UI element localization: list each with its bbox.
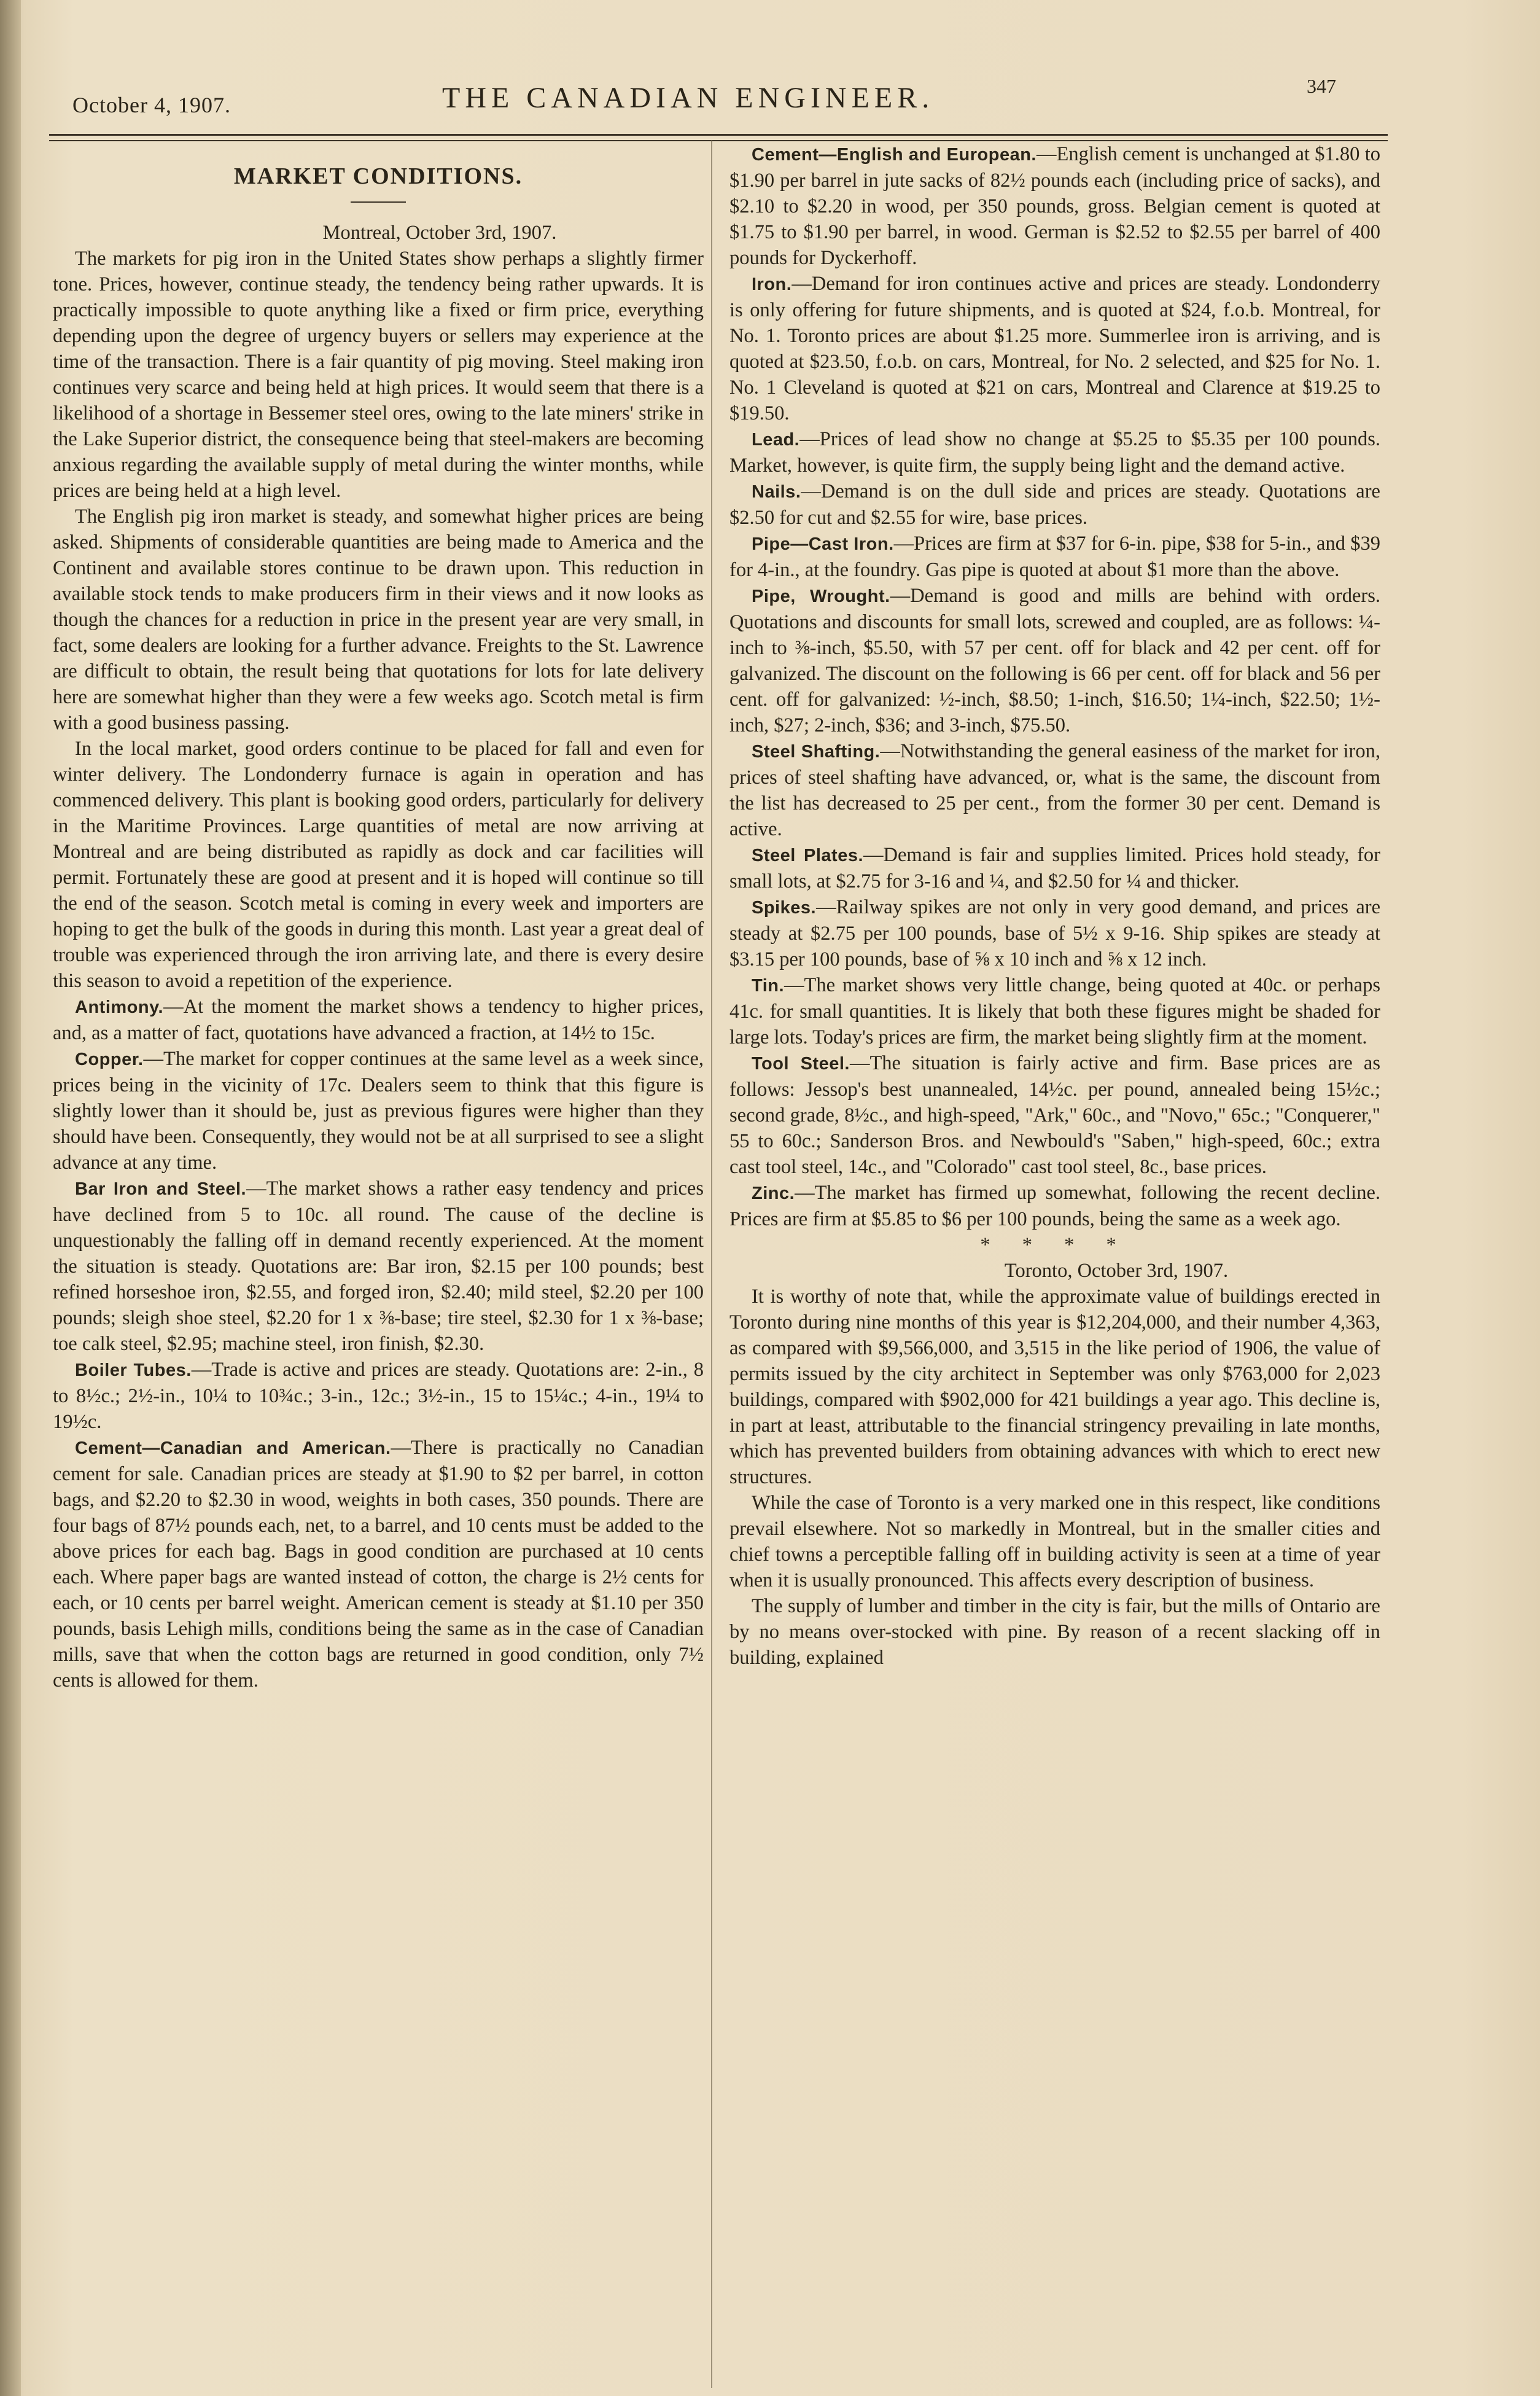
- paragraph: [53, 736, 704, 994]
- left-column: [53, 141, 704, 1693]
- run-in-heading: Steel Plates.: [752, 846, 864, 865]
- run-in-heading: Steel Shafting.: [752, 742, 881, 762]
- run-in-heading: Tool Steel.: [752, 1054, 850, 1074]
- paragraph: While the case of Toronto is a very marked one in this respect, like conditions prevail elsewhere. Not so markedly in Montreal, but in the smaller cities and chief towns a perceptible falling off in building activity is seen at a time of year when it is usually pronounced. This affects every description of business.: [729, 1492, 1380, 1591]
- header-rule-top: [49, 134, 1388, 136]
- paragraph-text: In the local market, good orders continue to be placed for fall and even for winter delivery. The Londonderry furnace is again in operation and has commenced delivery. This plant is booking good orders, particularly for delivery in the Maritime Provinces. Large quantities of metal are now arriving at Montreal and are being distributed as rapidly as dock and car facilities will permit. Fortunately these are good at present and it is hoped will continue so till the end of the season. Scotch metal is coming in every week and importers are hoping to get the bulk of the goods in during this month. Last year a great deal of trouble was experienced through the iron arriving late, and there is every desire this season to avoid a repetition of the experience.: [53, 738, 704, 992]
- paragraph: [53, 1357, 704, 1435]
- publication-title: THE CANADIAN ENGINEER.: [442, 82, 935, 114]
- paragraph-text: —The market shows a rather easy tendency and prices have declined from 5 to 10c. all round. The cause of the decline is unquestionably the falling off in demand recently experienced. At the moment the situation is steady. Quotations are: Bar iron, $2.15 per 100 pounds; best refined horseshoe iron, $2.55, and forged iron, $2.40; mild steel, $2.20 per 100 pounds; sleigh shoe steel, $2.20 for 1 x ⅜-base; tire steel, $2.30 for 1 x ⅜-base; toe calk steel, $2.95; machine steel, iron finish, $2.30.: [53, 1177, 704, 1355]
- paragraph-text: —Trade is active and prices are steady. Quotations are: 2-in., 8 to 8½c.; 2½-in., 10¼ to 10¾c.; 3-in., 12c.; 3½-in., 15 to 15¼c.; 4-in., 19¼ to 19½c.: [53, 1359, 704, 1433]
- paragraph-text: —Demand for iron continues active and prices are steady. Londonderry is only offering for future shipments, and is quoted at $24, f.o.b. Montreal, for No. 1. Toronto prices are about $1.25 more. Summerlee iron is arriving, and is quoted at $23.50, f.o.b. on cars, Montreal, for No. 2 selected, and $25 for No. 1. No. 1 Cleveland is quoted at $21 on cars, Montreal and Clarence at $19.25 to $19.50.: [729, 273, 1380, 424]
- paragraph: [729, 271, 1380, 426]
- toronto-dateline: Toronto, October 3rd, 1907.: [1004, 1260, 1229, 1282]
- paragraph-text: The markets for pig iron in the United States show perhaps a slightly firmer tone. Prices, however, continue steady, the tendency being rather upwards. It is practically impossible to quote anything like a fixed or firm price, everything depending upon the degree of urgency buyers or sellers may experience at the time of the transaction. There is a fair quantity of pig moving. Steel making iron continues very scarce and being held at high prices. It would seem that there is a likelihood of a shortage in Bessemer steel ores, owing to the late miners' strike in the Lake Superior district, the consequence being that steel-makers are becoming anxious regarding the available supply of metal during the winter months, while prices are being held at a high level.: [53, 248, 704, 502]
- paragraph: [729, 1050, 1380, 1180]
- section-separator: * * * *: [980, 1234, 1130, 1256]
- paragraph-text: —The situation is fairly active and firm. Base prices are as follows: Jessop's best unannealed, 14½c. per pound, annealed being 15½c.; second grade, 8½c., and high-speed, "Ark," 60c., and "Novo," 65c.; "Conquerer," 55 to 60c.; Sanderson Bros. and Newbould's "Saben," high-speed, 60c.; extra cast tool steel, 14c., and "Colorado" cast tool steel, 8c., base prices.: [729, 1052, 1380, 1178]
- run-in-heading: Antimony.: [75, 997, 164, 1017]
- paragraph-text: —There is practically no Canadian cement for sale. Canadian prices are steady at $1.90 to $2 per barrel, in cotton bags, and $2.20 to $2.30 in wood, weights in both cases, 350 pounds. There are four bags of 87½ pounds each, net, to a barrel, and 10 cents must be added to the above prices for each bag. Bags in good condition are purchased at 10 cents each. Where paper bags are wanted instead of cotton, the charge is 2½ cents for each, or 10 cents per barrel weight. American cement is steady at $1.10 per 350 pounds, basis Lehigh mills, conditions being the same as in the case of Canadian mills, save that when the cotton bags are returned in good condition, only 7½ cents is allowed for them.: [53, 1437, 704, 1692]
- toronto-paragraphs: [729, 1284, 1380, 1671]
- paragraph: [729, 738, 1380, 842]
- paragraph: It is worthy of note that, while the approximate value of buildings erected in Toronto during nine months of this year is $12,204,000, and their number 4,363, as compared with $9,566,000, and 3,515 in the like period of 1906, the value of permits issued by the city architect in September was only $763,000 for 2,023 buildings, compared with $902,000 for 421 buildings a year ago. This decline is, in part at least, attributable to the financial stringency prevailing in late months, which has prevented builders from obtaining advances with which to erect new structures.: [729, 1286, 1380, 1488]
- paragraph-text: —At the moment the market shows a tendency to higher prices, and, as a matter of fact, quotations have advanced a fraction, at 14½ to 15c.: [53, 996, 704, 1044]
- article-title: MARKET CONDITIONS.: [233, 163, 523, 189]
- paragraph: [53, 246, 704, 504]
- run-in-heading: Spikes.: [752, 898, 817, 918]
- paragraph: [729, 478, 1380, 531]
- run-in-heading: Pipe—Cast Iron.: [752, 534, 894, 554]
- paragraph: [729, 894, 1380, 972]
- paragraph-text: —Railway spikes are not only in very good demand, and prices are steady at $2.75 per 100 pounds, base of 5½ x 9-16. Ship spikes are steady at $3.15 per 100 pounds, base of ⅝ x 10 inch and ⅝ x 12 inch.: [729, 896, 1380, 970]
- right-paragraphs: [729, 141, 1380, 1232]
- paragraph-text: —Demand is on the dull side and prices are steady. Quotations are $2.50 for cut and $2.55 for wire, base prices.: [729, 480, 1380, 529]
- paragraph-text: —Prices of lead show no change at $5.25 to $5.35 per 100 pounds. Market, however, is quite firm, the supply being light and the demand active.: [729, 428, 1380, 477]
- paragraph-text: —Notwithstanding the general easiness of the market for iron, prices of steel shafting have advanced, or, what is the same, the discount from the list has decreased to 25 per cent., from the former 30 per cent. Demand is active.: [729, 740, 1380, 840]
- issue-date: October 4, 1907.: [72, 93, 231, 117]
- paragraph: [729, 426, 1380, 478]
- paragraph: [729, 141, 1380, 271]
- run-in-heading: Bar Iron and Steel.: [75, 1179, 247, 1199]
- run-in-heading: Pipe, Wrought.: [752, 587, 890, 606]
- montreal-dateline: Montreal, October 3rd, 1907.: [322, 222, 557, 244]
- paragraph: [53, 994, 704, 1046]
- binding-edge: [0, 0, 21, 2396]
- paragraph: [729, 583, 1380, 738]
- paragraph: [53, 1176, 704, 1357]
- run-in-heading: Copper.: [75, 1050, 144, 1069]
- paragraph: [53, 1046, 704, 1176]
- paragraph-text: —Prices are firm at $37 for 6-in. pipe, $38 for 5-in., and $39 for 4-in., at the foundry. Gas pipe is quoted at about $1 more than the above.: [729, 533, 1380, 581]
- paragraph: [729, 1180, 1380, 1232]
- run-in-heading: Boiler Tubes.: [75, 1360, 192, 1380]
- run-in-heading: Zinc.: [752, 1184, 795, 1203]
- paragraph-text: —Demand is fair and supplies limited. Prices hold steady, for small lots, at $2.75 for 3-16 and ¼, and $2.50 for ¼ and thicker.: [729, 844, 1381, 892]
- paragraph-text: The English pig iron market is steady, and somewhat higher prices are being asked. Shipments of considerable quantities are being made to America and the Continent and available stores continue to be drawn upon. This reduction in available stock tends to make producers firm in their views and it now looks as though the chances for a reduction in price in the present year are very small, in fact, some dealers are looking for a further advance. Freights to the St. Lawrence are difficult to obtain, the result being that quotations for lots for late delivery here are somewhat higher than they were a few weeks ago. Scotch metal is firm with a good business passing.: [53, 505, 704, 734]
- run-in-heading: Cement—Canadian and American.: [75, 1438, 391, 1458]
- paragraph: [53, 1435, 704, 1693]
- column-divider: [711, 140, 712, 2388]
- run-in-heading: Cement—English and European.: [752, 145, 1036, 165]
- paragraph: [729, 842, 1380, 894]
- paragraph: [729, 531, 1380, 583]
- paragraph-text: —English cement is unchanged at $1.80 to $1.90 per barrel in jute sacks of 82½ pounds each (including price of sacks), and $2.10 to $2.20 in wood, per 350 pounds, gross. Belgian cement is quoted at $1.75 to $1.90 per barrel, in wood. German is $2.52 to $2.55 per barrel of 400 pounds for Dyckerhoff.: [729, 143, 1380, 269]
- page-number: 347: [1307, 75, 1336, 97]
- title-rule: [351, 201, 406, 203]
- run-in-heading: Iron.: [752, 275, 792, 294]
- run-in-heading: Nails.: [752, 482, 801, 502]
- paragraph: [53, 504, 704, 736]
- left-paragraphs: [53, 246, 704, 1693]
- run-in-heading: Lead.: [752, 430, 800, 450]
- paragraph-text: —The market shows very little change, being quoted at 40c. or perhaps 41c. for small quantities. It is likely that both these figures might be shaded for large lots. Today's prices are firm, the market being slightly firm at the moment.: [729, 974, 1380, 1048]
- paragraph: [729, 972, 1380, 1050]
- paragraph-text: —The market for copper continues at the same level as a week since, prices being in the vicinity of 17c. Dealers seem to think that this figure is slightly lower than it should be, just as previous figures were higher than they should have been. Consequently, they would not be at all surprised to see a slight advance at any time.: [53, 1048, 704, 1174]
- paragraph: The supply of lumber and timber in the city is fair, but the mills of Ontario are by no means over-stocked with pine. By reason of a recent slacking off in building, explained: [729, 1595, 1380, 1669]
- paragraph-text: —The market has firmed up somewhat, following the recent decline. Prices are firm at $5.85 to $6 per 100 pounds, being the same as a week ago.: [729, 1182, 1380, 1230]
- paragraph-text: —Demand is good and mills are behind with orders. Quotations and discounts for small lots, screwed and coupled, are as follows: ¼-inch to ⅜-inch, $5.50, with 57 per cent. off for black and 42 per cent. off for galvanized. The discount on the following is 66 per cent. off for black and 56 per cent. off for galvanized: ½-inch, $8.50; 1-inch, $16.50; 1¼-inch, $22.50; 1½-inch, $27; 2-inch, $36; and 3-inch, $75.50.: [729, 585, 1381, 736]
- right-column: [729, 141, 1380, 1671]
- run-in-heading: Tin.: [752, 976, 785, 996]
